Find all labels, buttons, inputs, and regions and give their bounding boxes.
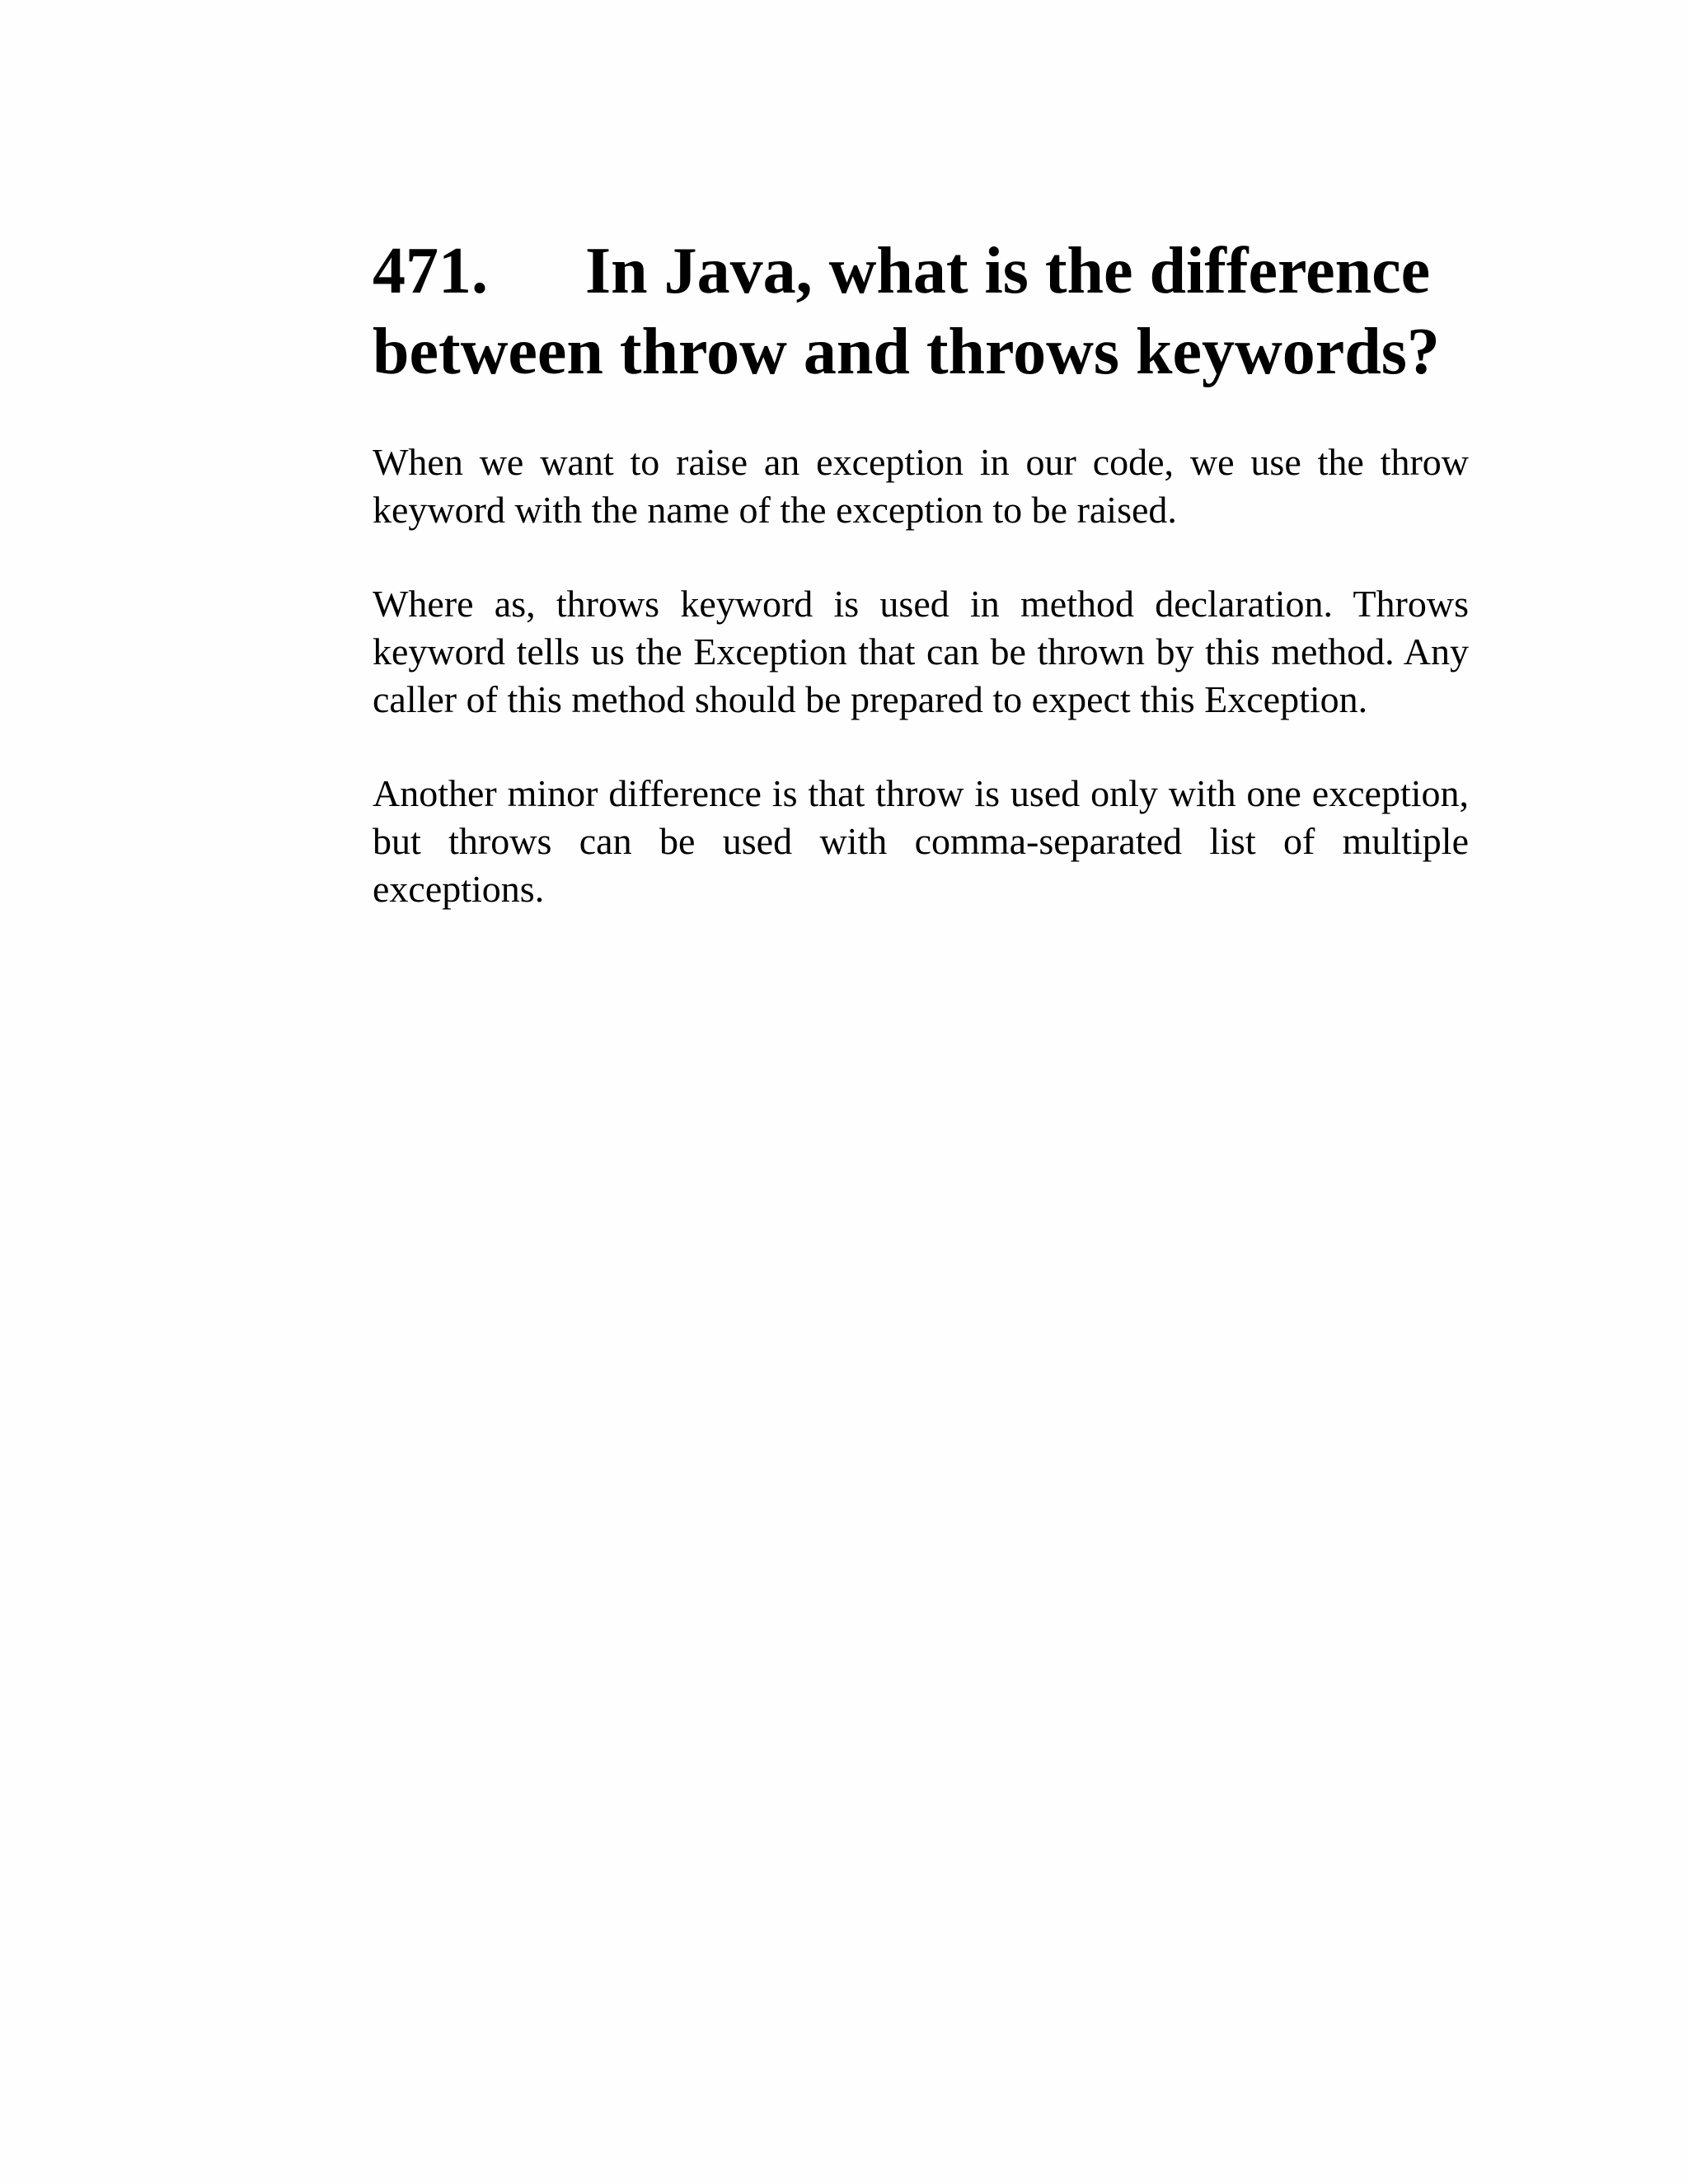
question-number: 471.: [373, 235, 488, 307]
question-title: In Java, what is the difference between throw and throws keywords?: [373, 235, 1440, 388]
page-content: [373, 231, 1469, 913]
question-heading: [373, 231, 1469, 392]
answer-paragraph-minor-difference: Another minor difference is that throw is used only with one exception, but throws can be used with comma-separated list of multiple exceptions.: [373, 772, 1469, 910]
answer-paragraph-throws: Where as, throws keyword is used in method declaration. Throws keyword tells us the Exception that can be thrown by this method. Any caller of this method should be prepared to expect this Exception.: [373, 583, 1469, 720]
answer-paragraph-throw: When we want to raise an exception in our code, we use the throw keyword with the name of the exception to be raised.: [373, 441, 1469, 531]
